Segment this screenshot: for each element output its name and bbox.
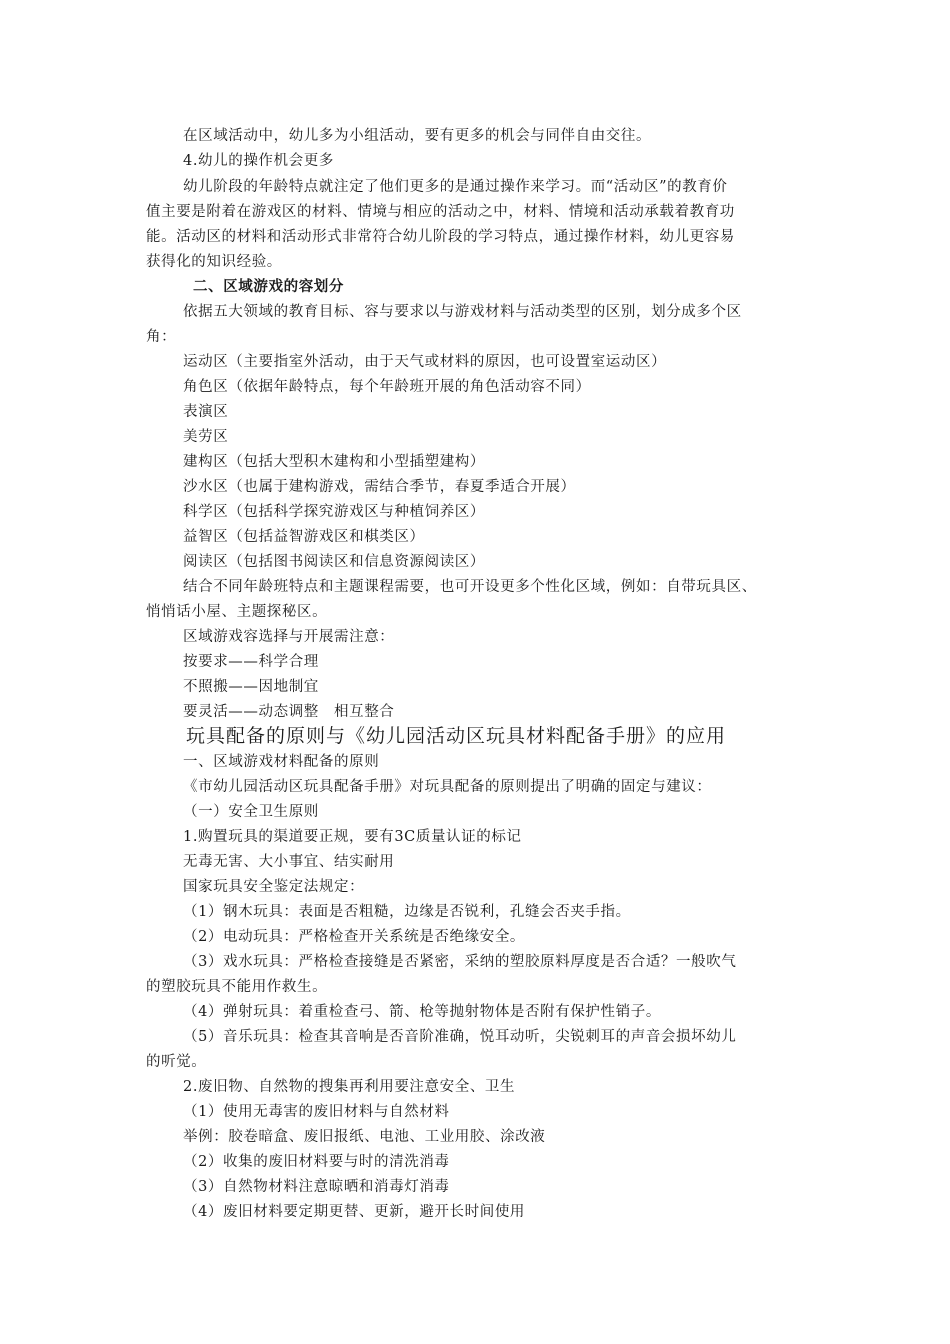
paragraph-line: 依据五大领域的教育目标、容与要求以与游戏材料与活动类型的区别，划分成多个区 [183, 304, 742, 320]
paragraph-line: 能。活动区的材料和活动形式非常符合幼儿阶段的学习特点，通过操作材料，幼儿更容易 [146, 229, 735, 245]
paragraph-line: 《市幼儿园活动区玩具配备手册》对玩具配备的原则提出了明确的固定与建议： [183, 779, 712, 795]
subsection-heading: （一）安全卫生原则 [183, 804, 319, 820]
list-item: （3）自然物材料注意晾晒和消毒灯消毒 [183, 1179, 450, 1195]
paragraph-line: 结合不同年龄班特点和主题课程需要，也可开设更多个性化区域，例如：自带玩具区、 [183, 579, 757, 595]
paragraph-line: 值主要是附着在游戏区的材料、情境与相应的活动之中，材料、情境和活动承载着教育功 [146, 204, 735, 220]
list-item: （2）收集的废旧材料要与时的清洗消毒 [183, 1154, 450, 1170]
list-item: 要灵活——动态调整 相互整合 [183, 704, 395, 720]
list-item-continuation: 的塑胶玩具不能用作救生。 [146, 979, 328, 995]
paragraph-line: 在区域活动中，幼儿多为小组活动，要有更多的机会与同伴自由交往。 [183, 128, 652, 144]
list-item: （4）废旧材料要定期更替、更新，避开长时间使用 [183, 1204, 526, 1220]
paragraph-line: 国家玩具安全鉴定法规定： [183, 879, 365, 895]
list-item: 不照搬——因地制宜 [183, 679, 319, 695]
list-item: （1）钢木玩具：表面是否粗糙，边缘是否锐利，孔缝会否夹手指。 [183, 904, 631, 920]
list-item: （5）音乐玩具：检查其音响是否音阶准确，悦耳动听，尖锐刺耳的声音会损坏幼儿 [183, 1029, 737, 1045]
paragraph-line: 无毒无害、大小事宜、结实耐用 [183, 854, 395, 870]
section-heading: 一、区域游戏材料配备的原则 [183, 754, 380, 770]
list-item: （3）戏水玩具：严格检查接缝是否紧密，采纳的塑胶原料厚度是否合适？一般吹气 [183, 954, 737, 970]
list-item: 建构区（包括大型积木建构和小型插塑建构） [183, 454, 485, 470]
list-item: （1）使用无毒害的废旧材料与自然材料 [183, 1104, 450, 1120]
list-item: 美劳区 [183, 429, 229, 445]
list-item-continuation: 的听觉。 [146, 1054, 207, 1070]
list-item: 角色区（依据年龄特点，每个年龄班开展的角色活动容不同） [183, 379, 591, 395]
paragraph-line: 获得化的知识经验。 [146, 254, 282, 270]
list-item: 运动区（主要指室外活动，由于天气或材料的原因，也可设置室运动区） [183, 354, 667, 370]
list-item: 科学区（包括科学探究游戏区与种植饲养区） [183, 504, 485, 520]
list-item: 沙水区（也属于建构游戏，需结合季节，春夏季适合开展） [183, 479, 576, 495]
paragraph-line: 幼儿阶段的年龄特点就注定了他们更多的是通过操作来学习。而“活动区”的教育价 [183, 179, 728, 195]
list-item: 阅读区（包括图书阅读区和信息资源阅读区） [183, 554, 485, 570]
paragraph-line: 悄悄话小屋、主题探秘区。 [146, 604, 328, 620]
list-item: 益智区（包括益智游戏区和棋类区） [183, 529, 425, 545]
section-heading: 二、区域游戏的容划分 [193, 278, 344, 295]
numbered-item: 1.购置玩具的渠道要正规，要有3C质量认证的标记 [183, 829, 522, 845]
chapter-title: 玩具配备的原则与《幼儿园活动区玩具材料配备手册》的应用 [186, 725, 727, 747]
list-item: 按要求——科学合理 [183, 654, 319, 670]
paragraph-line: 角： [146, 329, 177, 345]
numbered-heading: 4.幼儿的操作机会更多 [183, 153, 334, 169]
numbered-item: 2.废旧物、自然物的搜集再利用要注意安全、卫生 [183, 1079, 516, 1095]
list-item: （2）电动玩具：严格检查开关系统是否绝缘安全。 [183, 929, 526, 945]
list-item: （4）弹射玩具：着重检查弓、箭、枪等抛射物体是否附有保护性销子。 [183, 1004, 661, 1020]
list-item: 表演区 [183, 404, 229, 420]
paragraph-line: 举例：胶卷暗盒、废旧报纸、电池、工业用胶、涂改液 [183, 1129, 546, 1145]
paragraph-line: 区域游戏容选择与开展需注意： [183, 629, 395, 645]
